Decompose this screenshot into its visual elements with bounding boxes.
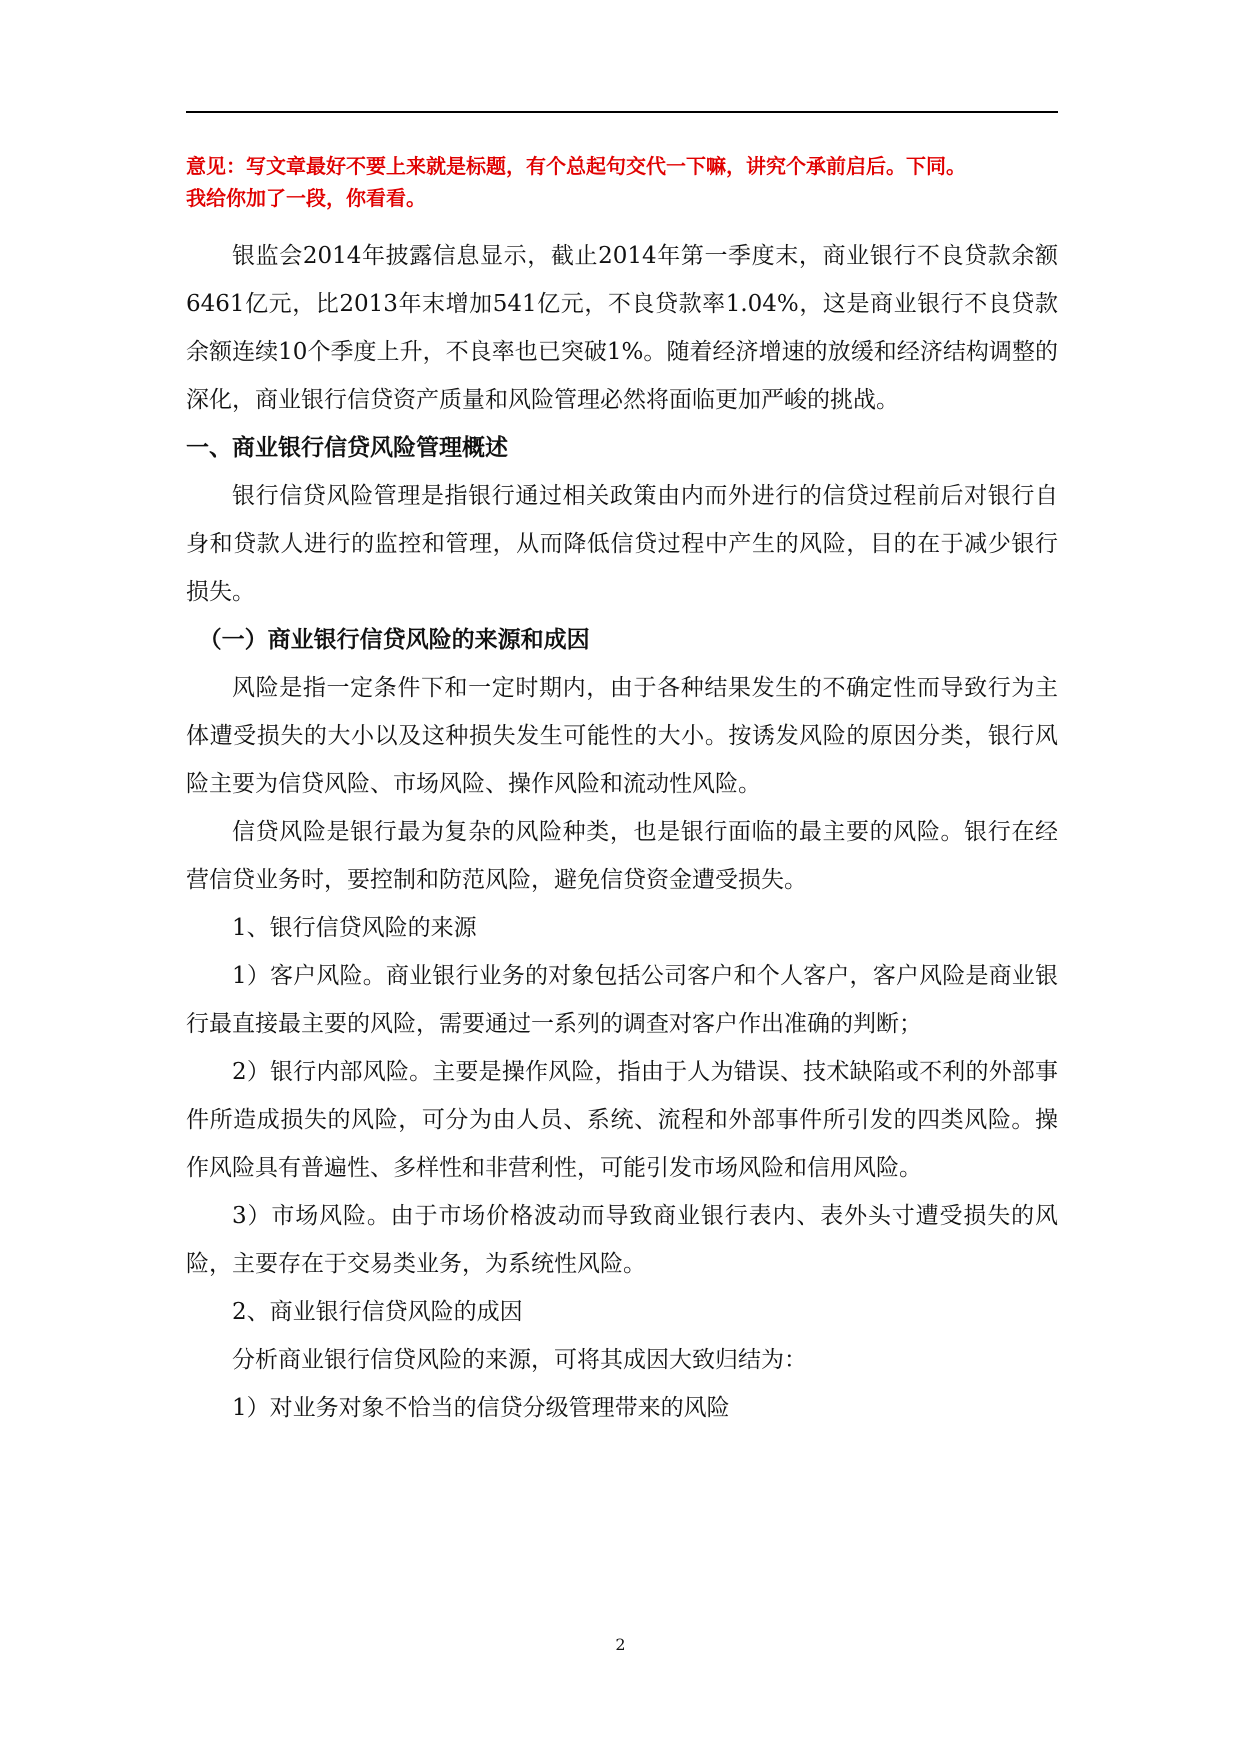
intro-paragraph: 银监会2014年披露信息显示，截止2014年第一季度末，商业银行不良贷款余额6461亿元，比2013年末增加541亿元，不良贷款率1.04%，这是商业银行不良贷款余额连续10个季度上升，不良率也已突破1%。随着经济增速的放缓和经济结构调整的深化，商业银行信贷资产质量和风险管理必然将面临更加严峻的挑战。	[186, 243, 1058, 413]
comment-line-1: 意见：写文章最好不要上来就是标题，有个总起句交代一下嘛，讲究个承前启后。下同。	[186, 154, 966, 178]
page-number: 2	[615, 1635, 626, 1654]
document-body	[186, 150, 1058, 1432]
causes-heading: 2、商业银行信贷风险的成因	[232, 1299, 523, 1325]
credit-risk-paragraph: 信贷风险是银行最为复杂的风险种类，也是银行面临的最主要的风险。银行在经营信贷业务时，要控制和防范风险，避免信贷资金遭受损失。	[186, 819, 1058, 893]
comment-line-2: 我给你加了一段，你看看。	[186, 186, 426, 210]
source-item-3: 3）市场风险。由于市场价格波动而导致商业银行表内、表外头寸遭受损失的风险，主要存在于交易类业务，为系统性风险。	[186, 1203, 1058, 1277]
source-item-1: 1）客户风险。商业银行业务的对象包括公司客户和个人客户，客户风险是商业银行最直接最主要的风险，需要通过一系列的调查对客户作出准确的判断；	[186, 963, 1058, 1037]
sources-heading: 1、银行信贷风险的来源	[232, 915, 477, 941]
source-item-2: 2）银行内部风险。主要是操作风险，指由于人为错误、技术缺陷或不利的外部事件所造成损失的风险，可分为由人员、系统、流程和外部事件所引发的四类风险。操作风险具有普遍性、多样性和非营利性，可能引发市场风险和信用风险。	[186, 1059, 1058, 1181]
causes-intro: 分析商业银行信贷风险的来源，可将其成因大致归结为：	[232, 1347, 807, 1373]
section-1-paragraph: 银行信贷风险管理是指银行通过相关政策由内而外进行的信贷过程前后对银行自身和贷款人进行的监控和管理，从而降低信贷过程中产生的风险，目的在于减少银行损失。	[186, 483, 1058, 605]
reviewer-comment	[186, 150, 1058, 214]
risk-definition-paragraph: 风险是指一定条件下和一定时期内，由于各种结果发生的不确定性而导致行为主体遭受损失的大小以及这种损失发生可能性的大小。按诱发风险的原因分类，银行风险主要为信贷风险、市场风险、操作风险和流动性风险。	[186, 675, 1058, 797]
header-rule	[186, 111, 1058, 113]
section-heading-1: 一、商业银行信贷风险管理概述	[186, 434, 508, 461]
subsection-heading-1: （一）商业银行信贷风险的来源和成因	[198, 626, 590, 653]
cause-item-1: 1）对业务对象不恰当的信贷分级管理带来的风险	[232, 1395, 730, 1421]
